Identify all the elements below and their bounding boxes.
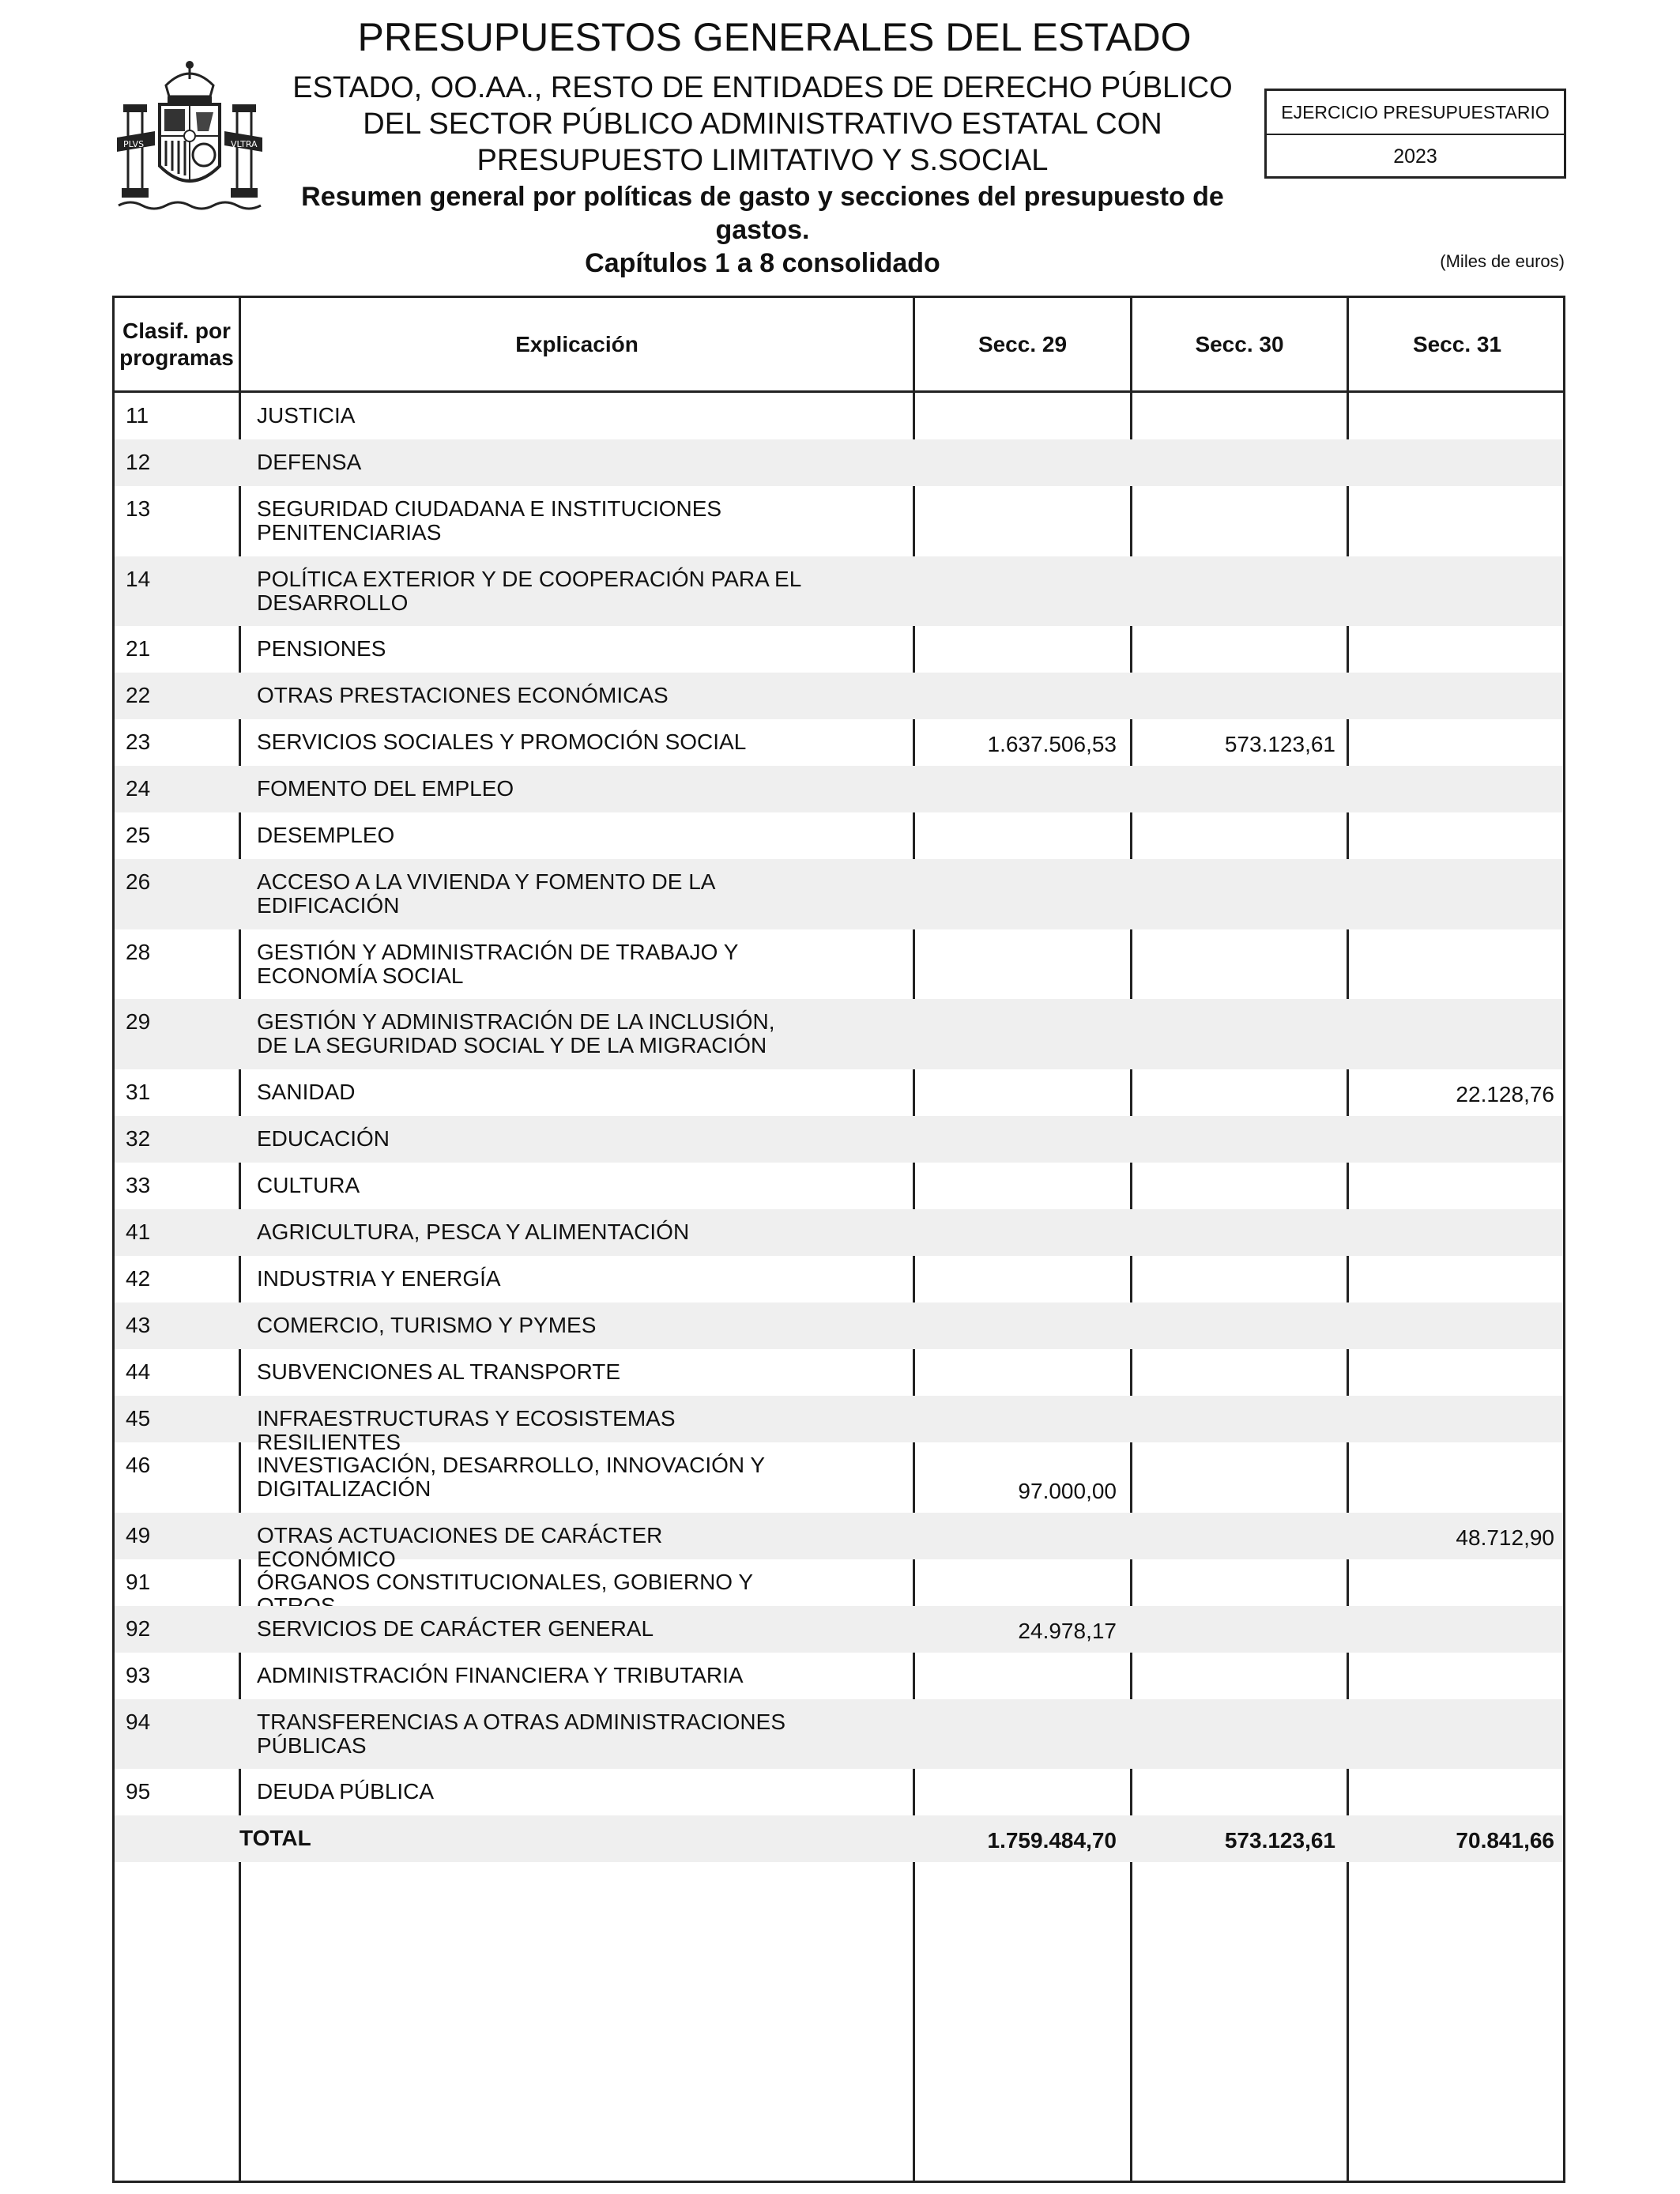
table-row xyxy=(115,1606,1563,1653)
total-row xyxy=(115,1815,1563,1862)
ejercicio-box xyxy=(1264,89,1566,179)
row-secc-30 xyxy=(1130,1396,1347,1442)
row-secc-29: 1.637.506,53 xyxy=(987,732,1117,757)
row-code: 41 xyxy=(126,1219,151,1244)
row-secc-31 xyxy=(1349,439,1565,486)
row-secc-31 xyxy=(1349,1302,1565,1349)
table-row xyxy=(115,673,1563,719)
row-secc-31 xyxy=(1349,673,1565,719)
row-description: EDUCACIÓN xyxy=(257,1125,390,1151)
row-secc-29 xyxy=(913,1349,1128,1396)
table-row xyxy=(115,929,1563,1000)
table-row xyxy=(115,439,1563,486)
total-secc-29: 1.759.484,70 xyxy=(987,1828,1117,1853)
row-secc-30 xyxy=(1130,1699,1347,1770)
summary-line: Resumen general por políticas de gasto y secciones del presupuesto de gastos. xyxy=(301,182,1224,245)
row-secc-31 xyxy=(1349,1653,1565,1699)
row-secc-31 xyxy=(1349,999,1565,1069)
row-code: 31 xyxy=(126,1079,151,1104)
row-secc-30 xyxy=(1130,1513,1347,1559)
table-row xyxy=(115,1442,1563,1513)
table-row xyxy=(115,1209,1563,1256)
subtitle-line: PRESUPUESTO LIMITATIVO Y S.SOCIAL xyxy=(477,144,1049,177)
row-code: 33 xyxy=(126,1172,151,1197)
table-row xyxy=(115,1349,1563,1396)
row-secc-30 xyxy=(1130,556,1347,627)
table-row xyxy=(115,1069,1563,1116)
row-description: ACCESO A LA VIVIENDA Y FOMENTO DE LA EDIFICACIÓN xyxy=(257,869,714,918)
row-secc-29 xyxy=(913,486,1128,556)
header-secc-31: Secc. 31 xyxy=(1412,331,1502,356)
table-row xyxy=(115,1699,1563,1770)
table-row xyxy=(115,1396,1563,1454)
svg-text:PLVS: PLVS xyxy=(123,139,145,149)
row-description: INVESTIGACIÓN, DESARROLLO, INNOVACIÓN Y DIGITALIZACIÓN xyxy=(257,1452,765,1501)
row-code: 49 xyxy=(126,1522,151,1547)
row-secc-29 xyxy=(913,812,1128,859)
row-description: OTRAS ACTUACIONES DE CARÁCTER ECONÓMICO xyxy=(257,1522,663,1571)
row-secc-31 xyxy=(1349,393,1565,439)
table-row xyxy=(115,486,1563,556)
row-secc-30 xyxy=(1130,1069,1347,1116)
row-secc-30 xyxy=(1130,1606,1347,1653)
table-row xyxy=(115,1302,1563,1349)
row-secc-30 xyxy=(1130,393,1347,439)
row-code: 29 xyxy=(126,1009,151,1035)
row-description: SANIDAD xyxy=(257,1079,356,1104)
budget-table xyxy=(112,296,1565,2183)
row-code: 21 xyxy=(126,636,151,662)
row-code: 25 xyxy=(126,823,151,848)
row-description: SERVICIOS DE CARÁCTER GENERAL xyxy=(257,1615,654,1641)
row-description: SEGURIDAD CIUDADANA E INSTITUCIONES PENITENCIARIAS xyxy=(257,496,722,545)
row-description: SERVICIOS SOCIALES Y PROMOCIÓN SOCIAL xyxy=(257,729,747,755)
header-desc: Explicación xyxy=(515,331,638,356)
svg-text:VLTRA: VLTRA xyxy=(231,139,258,149)
row-secc-30 xyxy=(1130,929,1347,1000)
row-secc-30 xyxy=(1130,1163,1347,1209)
row-secc-29 xyxy=(913,1396,1128,1442)
row-secc-31 xyxy=(1349,1396,1565,1442)
row-secc-29 xyxy=(913,439,1128,486)
row-secc-31: 48.712,90 xyxy=(1456,1525,1554,1550)
row-code: 14 xyxy=(126,566,151,591)
row-code: 22 xyxy=(126,683,151,708)
row-secc-29: 97.000,00 xyxy=(1018,1478,1117,1503)
summary-line: Capítulos 1 a 8 consolidado xyxy=(585,248,940,278)
row-secc-29 xyxy=(913,1163,1128,1209)
row-code: 93 xyxy=(126,1662,151,1687)
table-row xyxy=(115,393,1563,439)
row-secc-31 xyxy=(1349,766,1565,812)
row-secc-31 xyxy=(1349,859,1565,929)
total-secc-31: 70.841,66 xyxy=(1456,1828,1554,1853)
row-code: 11 xyxy=(126,403,149,428)
table-row xyxy=(115,719,1563,766)
row-secc-30 xyxy=(1130,673,1347,719)
row-code: 42 xyxy=(126,1265,151,1291)
row-secc-29 xyxy=(913,1069,1128,1116)
row-secc-30 xyxy=(1130,1256,1347,1302)
row-secc-31 xyxy=(1349,1442,1565,1513)
row-secc-30 xyxy=(1130,439,1347,486)
row-description: DEUDA PÚBLICA xyxy=(257,1779,435,1804)
row-code: 94 xyxy=(126,1709,151,1734)
table-row xyxy=(115,556,1563,627)
summary-title xyxy=(261,180,1264,280)
table-row xyxy=(115,859,1563,929)
table-row xyxy=(115,626,1563,673)
row-secc-30 xyxy=(1130,1442,1347,1513)
row-secc-30 xyxy=(1130,1559,1347,1606)
row-description: OTRAS PRESTACIONES ECONÓMICAS xyxy=(257,683,669,708)
row-secc-30 xyxy=(1130,812,1347,859)
row-secc-30 xyxy=(1130,859,1347,929)
table-row xyxy=(115,1559,1563,1606)
row-code: 13 xyxy=(126,496,151,521)
row-secc-29 xyxy=(913,673,1128,719)
row-secc-30 xyxy=(1130,1653,1347,1699)
table-row xyxy=(115,766,1563,812)
row-code: 28 xyxy=(126,939,151,964)
table-row xyxy=(115,1256,1563,1302)
row-secc-29 xyxy=(913,1116,1128,1163)
row-description: DEFENSA xyxy=(257,450,362,474)
row-secc-29 xyxy=(913,1559,1128,1606)
page-title: PRESUPUESTOS GENERALES DEL ESTADO xyxy=(357,15,1192,59)
row-secc-31 xyxy=(1349,1606,1565,1653)
row-secc-30: 573.123,61 xyxy=(1224,732,1335,757)
row-secc-30 xyxy=(1130,486,1347,556)
row-description: PENSIONES xyxy=(257,636,386,662)
row-secc-30 xyxy=(1130,766,1347,812)
row-secc-29 xyxy=(913,1699,1128,1770)
row-code: 45 xyxy=(126,1405,151,1431)
table-body xyxy=(115,393,1563,1862)
row-secc-30 xyxy=(1130,1349,1347,1396)
row-description: CULTURA xyxy=(257,1172,360,1197)
row-secc-29 xyxy=(913,999,1128,1069)
header-secc-30: Secc. 30 xyxy=(1195,331,1284,356)
row-secc-30 xyxy=(1130,1209,1347,1256)
subtitle-line: ESTADO, OO.AA., RESTO DE ENTIDADES DE DERECHO PÚBLICO xyxy=(292,71,1233,104)
row-code: 12 xyxy=(126,450,151,474)
row-secc-29 xyxy=(913,1769,1128,1815)
row-secc-31 xyxy=(1349,1256,1565,1302)
row-secc-29 xyxy=(913,1256,1128,1302)
row-description: TRANSFERENCIAS A OTRAS ADMINISTRACIONES PÚBLICAS xyxy=(257,1709,786,1758)
table-row xyxy=(115,812,1563,859)
row-secc-30 xyxy=(1130,626,1347,673)
entity-subtitle xyxy=(261,70,1264,179)
table-row xyxy=(115,1653,1563,1699)
row-code: 32 xyxy=(126,1125,151,1151)
row-secc-29 xyxy=(913,626,1128,673)
row-secc-29: 24.978,17 xyxy=(1018,1618,1117,1643)
row-description: AGRICULTURA, PESCA Y ALIMENTACIÓN xyxy=(257,1219,690,1244)
row-secc-31 xyxy=(1349,486,1565,556)
table-row xyxy=(115,1769,1563,1815)
header-secc-29: Secc. 29 xyxy=(977,331,1068,356)
row-secc-29 xyxy=(913,859,1128,929)
row-code: 44 xyxy=(126,1359,151,1384)
units-note: (Miles de euros) xyxy=(1440,251,1565,271)
table-row xyxy=(115,1116,1563,1163)
row-secc-29 xyxy=(913,393,1128,439)
row-code: 26 xyxy=(126,869,151,895)
row-secc-31 xyxy=(1349,1769,1565,1815)
row-secc-31 xyxy=(1349,929,1565,1000)
row-secc-29 xyxy=(913,1209,1128,1256)
total-secc-30: 573.123,61 xyxy=(1224,1828,1335,1853)
row-secc-31 xyxy=(1349,1349,1565,1396)
row-code: 24 xyxy=(126,776,151,801)
row-secc-29 xyxy=(913,1302,1128,1349)
row-secc-29 xyxy=(913,766,1128,812)
row-description: ÓRGANOS CONSTITUCIONALES, GOBIERNO Y xyxy=(257,1569,753,1594)
row-secc-30 xyxy=(1130,999,1347,1069)
row-description: JUSTICIA xyxy=(257,403,356,428)
row-secc-30 xyxy=(1130,1302,1347,1349)
row-code: 23 xyxy=(126,729,151,755)
total-label: TOTAL xyxy=(239,1826,311,1851)
row-secc-29 xyxy=(913,1653,1128,1699)
row-description: GESTIÓN Y ADMINISTRACIÓN DE LA INCLUSIÓN, DE LA SEGURIDAD SOCIAL Y DE LA MIGRACIÓN xyxy=(257,1009,775,1058)
row-secc-31 xyxy=(1349,556,1565,627)
row-secc-29 xyxy=(913,929,1128,1000)
row-description: INFRAESTRUCTURAS Y ECOSISTEMAS RESILIENTES xyxy=(257,1405,676,1454)
row-secc-31 xyxy=(1349,1699,1565,1770)
row-secc-30 xyxy=(1130,1116,1347,1163)
header-code: Clasif. por programas xyxy=(119,318,234,370)
row-secc-31: 22.128,76 xyxy=(1456,1081,1554,1106)
row-secc-31 xyxy=(1349,812,1565,859)
table-row xyxy=(115,1513,1563,1571)
coat-of-arms-spain-icon xyxy=(111,55,269,213)
row-code: 92 xyxy=(126,1615,151,1641)
subtitle-line: DEL SECTOR PÚBLICO ADMINISTRATIVO ESTATAL CON xyxy=(363,107,1162,141)
row-description: FOMENTO DEL EMPLEO xyxy=(257,776,514,801)
row-description: SUBVENCIONES AL TRANSPORTE xyxy=(257,1359,621,1384)
row-secc-30 xyxy=(1130,1769,1347,1815)
table-row xyxy=(115,1163,1563,1209)
row-description: COMERCIO, TURISMO Y PYMES xyxy=(257,1312,597,1337)
row-code: 95 xyxy=(126,1779,151,1804)
row-secc-29 xyxy=(913,1513,1128,1559)
row-code: 91 xyxy=(126,1569,151,1594)
ejercicio-label: EJERCICIO PRESUPUESTARIO xyxy=(1267,91,1564,135)
row-secc-31 xyxy=(1349,1116,1565,1163)
table-row xyxy=(115,999,1563,1069)
row-description: INDUSTRIA Y ENERGÍA xyxy=(257,1265,501,1291)
row-secc-29 xyxy=(913,556,1128,627)
row-code: 46 xyxy=(126,1452,151,1477)
row-code: 43 xyxy=(126,1312,151,1337)
row-secc-31 xyxy=(1349,1559,1565,1606)
row-secc-31 xyxy=(1349,1209,1565,1256)
row-description: DESEMPLEO xyxy=(257,823,395,848)
ejercicio-year: 2023 xyxy=(1393,145,1437,168)
row-secc-31 xyxy=(1349,626,1565,673)
row-secc-31 xyxy=(1349,1163,1565,1209)
row-secc-31 xyxy=(1349,719,1565,766)
row-description: GESTIÓN Y ADMINISTRACIÓN DE TRABAJO Y ECONOMÍA SOCIAL xyxy=(257,939,738,988)
row-description: POLÍTICA EXTERIOR Y DE COOPERACIÓN PARA EL DESARROLLO xyxy=(257,566,801,615)
row-description: ADMINISTRACIÓN FINANCIERA Y TRIBUTARIA xyxy=(257,1662,744,1687)
